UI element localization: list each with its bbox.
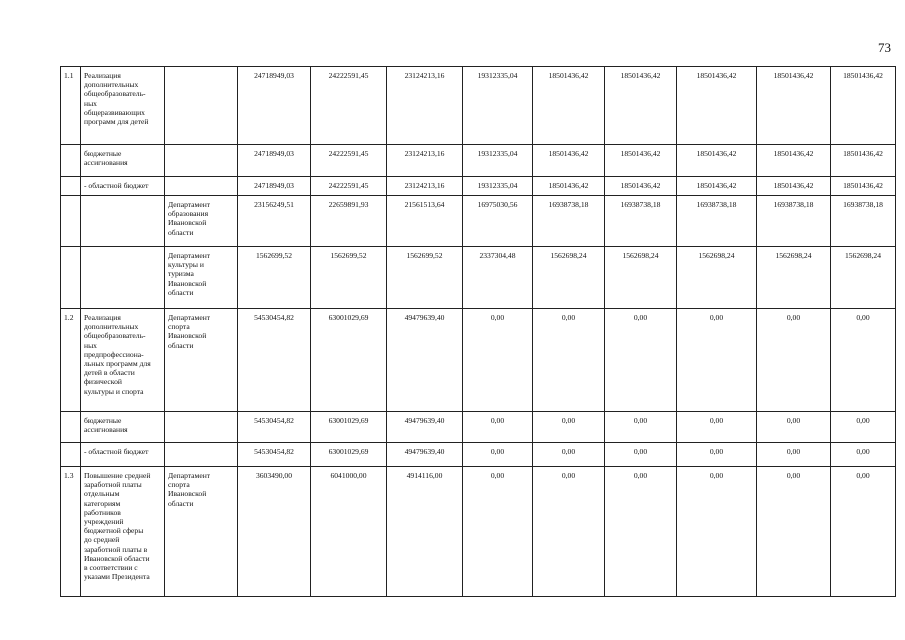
value-cell: 1562698,24 — [677, 247, 757, 309]
value-cell: 18501436,42 — [831, 177, 896, 196]
value-cell: 0,00 — [757, 443, 831, 467]
row-code-cell: 1.1 — [61, 67, 81, 145]
value-cell: 0,00 — [831, 443, 896, 467]
value-cell: 49479639,40 — [387, 309, 463, 412]
value-cell: 19312335,04 — [463, 177, 533, 196]
row-executor-cell: Департамент образования Ивановской области — [165, 196, 238, 247]
value-cell: 0,00 — [605, 443, 677, 467]
row-code-cell — [61, 443, 81, 467]
value-cell: 63001029,69 — [311, 309, 387, 412]
table-row — [61, 196, 896, 247]
budget-table — [60, 66, 896, 597]
value-cell: 18501436,42 — [757, 67, 831, 145]
value-cell: 24718949,03 — [238, 177, 311, 196]
row-name-cell: - областной бюджет — [81, 443, 165, 467]
value-cell: 0,00 — [605, 412, 677, 443]
row-executor-cell — [165, 443, 238, 467]
row-code-cell: 1.3 — [61, 467, 81, 597]
value-cell: 2337304,48 — [463, 247, 533, 309]
value-cell: 16938738,18 — [533, 196, 605, 247]
value-cell: 3603490,00 — [238, 467, 311, 597]
value-cell: 23124213,16 — [387, 145, 463, 177]
value-cell: 23156249,51 — [238, 196, 311, 247]
row-code-cell — [61, 196, 81, 247]
value-cell: 54530454,82 — [238, 443, 311, 467]
value-cell: 24718949,03 — [238, 67, 311, 145]
row-code-cell — [61, 145, 81, 177]
value-cell: 18501436,42 — [757, 177, 831, 196]
value-cell: 16938738,18 — [605, 196, 677, 247]
table-row — [61, 412, 896, 443]
value-cell: 63001029,69 — [311, 412, 387, 443]
row-executor-cell: Департамент спорта Ивановской области — [165, 467, 238, 597]
value-cell: 1562699,52 — [311, 247, 387, 309]
value-cell: 0,00 — [757, 412, 831, 443]
value-cell: 21561513,64 — [387, 196, 463, 247]
table-row — [61, 177, 896, 196]
value-cell: 23124213,16 — [387, 177, 463, 196]
row-executor-cell — [165, 177, 238, 196]
value-cell: 0,00 — [605, 467, 677, 597]
value-cell: 23124213,16 — [387, 67, 463, 145]
value-cell: 24222591,45 — [311, 177, 387, 196]
row-executor-cell — [165, 412, 238, 443]
value-cell: 49479639,40 — [387, 412, 463, 443]
table-row — [61, 67, 896, 145]
value-cell: 18501436,42 — [533, 177, 605, 196]
value-cell: 0,00 — [831, 467, 896, 597]
value-cell: 0,00 — [757, 467, 831, 597]
row-name-cell: бюджетные ассигнования — [81, 412, 165, 443]
value-cell: 0,00 — [533, 467, 605, 597]
value-cell: 18501436,42 — [677, 67, 757, 145]
value-cell: 24222591,45 — [311, 67, 387, 145]
row-code-cell: 1.2 — [61, 309, 81, 412]
value-cell: 0,00 — [533, 443, 605, 467]
value-cell: 0,00 — [463, 412, 533, 443]
value-cell: 0,00 — [677, 309, 757, 412]
value-cell: 18501436,42 — [605, 67, 677, 145]
value-cell: 18501436,42 — [533, 67, 605, 145]
value-cell: 16975030,56 — [463, 196, 533, 247]
value-cell: 0,00 — [605, 309, 677, 412]
row-code-cell — [61, 177, 81, 196]
table-row — [61, 145, 896, 177]
value-cell: 1562699,52 — [387, 247, 463, 309]
row-name-cell: Реализация дополнительных общеобразователь- ных предпрофессиона- льных программ для детей в области физической культуры и спорта — [81, 309, 165, 412]
row-name-cell: бюджетные ассигнования — [81, 145, 165, 177]
value-cell: 1562699,52 — [238, 247, 311, 309]
value-cell: 0,00 — [677, 412, 757, 443]
value-cell: 0,00 — [463, 443, 533, 467]
value-cell: 18501436,42 — [533, 145, 605, 177]
value-cell: 0,00 — [533, 412, 605, 443]
value-cell: 0,00 — [463, 467, 533, 597]
value-cell: 18501436,42 — [605, 177, 677, 196]
value-cell: 0,00 — [463, 309, 533, 412]
value-cell: 18501436,42 — [677, 177, 757, 196]
table-row — [61, 443, 896, 467]
value-cell: 0,00 — [533, 309, 605, 412]
value-cell: 1562698,24 — [533, 247, 605, 309]
value-cell: 16938738,18 — [757, 196, 831, 247]
row-name-cell: Повышение средней заработной платы отдельным категориям работников учреждений бюджетной сферы до средней заработной платы в Ивановской области в соответствии с указами Президента — [81, 467, 165, 597]
table-row — [61, 247, 896, 309]
row-name-cell: Реализация дополнительных общеобразователь- ных общеразвивающих программ для детей — [81, 67, 165, 145]
value-cell: 0,00 — [831, 412, 896, 443]
row-executor-cell — [165, 67, 238, 145]
row-name-cell: - областной бюджет — [81, 177, 165, 196]
row-name-cell — [81, 247, 165, 309]
value-cell: 18501436,42 — [831, 67, 896, 145]
value-cell: 6041000,00 — [311, 467, 387, 597]
value-cell: 18501436,42 — [677, 145, 757, 177]
value-cell: 0,00 — [831, 309, 896, 412]
page-number: 73 — [878, 40, 891, 55]
value-cell: 0,00 — [677, 443, 757, 467]
value-cell: 16938738,18 — [831, 196, 896, 247]
row-code-cell — [61, 247, 81, 309]
value-cell: 4914116,00 — [387, 467, 463, 597]
value-cell: 24222591,45 — [311, 145, 387, 177]
value-cell: 18501436,42 — [831, 145, 896, 177]
value-cell: 16938738,18 — [677, 196, 757, 247]
value-cell: 63001029,69 — [311, 443, 387, 467]
value-cell: 1562698,24 — [757, 247, 831, 309]
value-cell: 18501436,42 — [605, 145, 677, 177]
value-cell: 49479639,40 — [387, 443, 463, 467]
value-cell: 1562698,24 — [831, 247, 896, 309]
row-name-cell — [81, 196, 165, 247]
value-cell: 0,00 — [757, 309, 831, 412]
row-code-cell — [61, 412, 81, 443]
value-cell: 54530454,82 — [238, 309, 311, 412]
value-cell: 1562698,24 — [605, 247, 677, 309]
row-executor-cell: Департамент культуры и туризма Ивановской области — [165, 247, 238, 309]
value-cell: 19312335,04 — [463, 67, 533, 145]
value-cell: 22659891,93 — [311, 196, 387, 247]
value-cell: 54530454,82 — [238, 412, 311, 443]
value-cell: 24718949,03 — [238, 145, 311, 177]
row-executor-cell — [165, 145, 238, 177]
table-row — [61, 309, 896, 412]
value-cell: 19312335,04 — [463, 145, 533, 177]
value-cell: 0,00 — [677, 467, 757, 597]
value-cell: 18501436,42 — [757, 145, 831, 177]
row-executor-cell: Департамент спорта Ивановской области — [165, 309, 238, 412]
table-row — [61, 467, 896, 597]
